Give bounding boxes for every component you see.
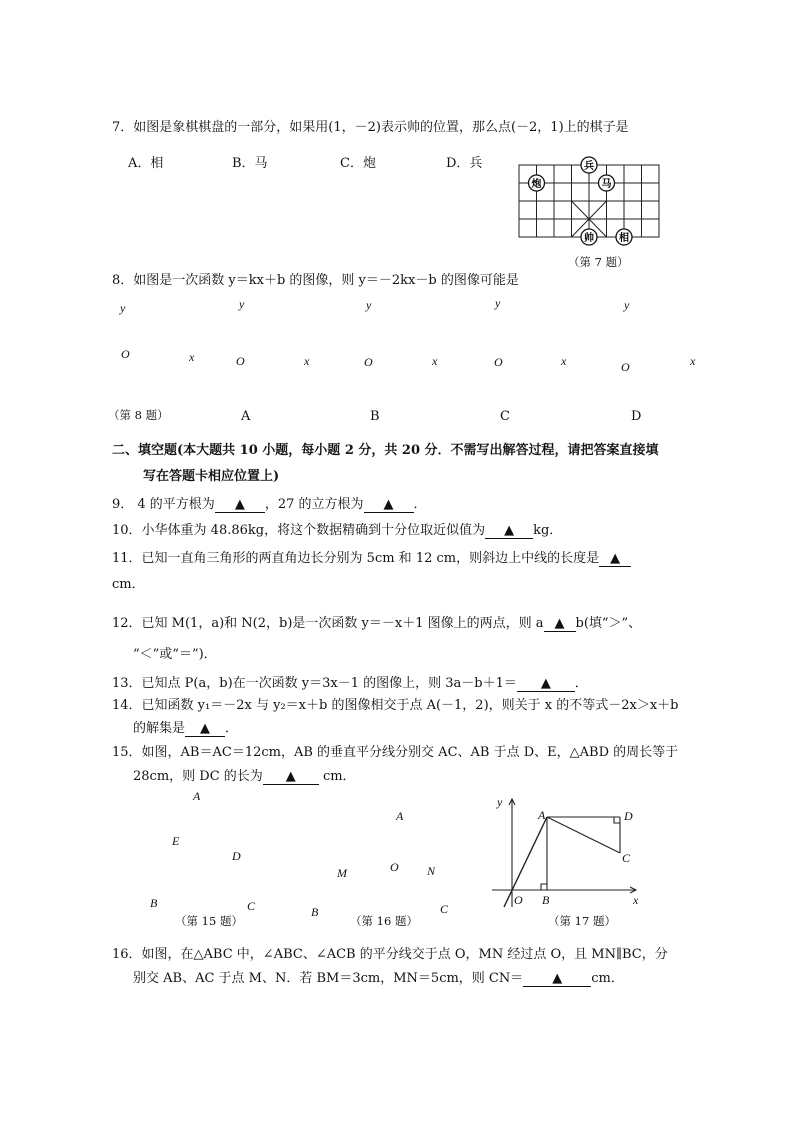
fig15-label-a: A (193, 789, 201, 803)
fig15-label-c: C (247, 899, 256, 913)
q14-blank[interactable]: ▲ (185, 722, 225, 737)
svg-text:马: 马 (601, 179, 612, 190)
q8-b-x-label: x (432, 354, 438, 368)
svg-text:相: 相 (619, 233, 629, 244)
piece-pao (529, 175, 545, 191)
q8-c-y-label: y (495, 296, 501, 310)
fig17-label-c: C (622, 851, 631, 865)
q11-blank[interactable]: ▲ (599, 552, 631, 567)
q13-blank[interactable]: ▲ (517, 677, 575, 692)
fig15-caption: （第 15 题） (175, 914, 243, 928)
q8-choice-d: D (631, 409, 642, 424)
q8-caption: （第 8 题） (108, 408, 169, 422)
fig17-caption: （第 17 题） (548, 914, 616, 928)
q7-option-d: D．兵 (446, 156, 483, 171)
q8-c-x-label: x (561, 354, 567, 368)
q8-a-y-label: y (239, 297, 245, 311)
q9-blank-1[interactable]: ▲ (215, 498, 265, 513)
q9-blank-2[interactable]: ▲ (364, 498, 414, 513)
q7-option-c: C．炮 (340, 156, 376, 171)
q7-option-b: B．马 (232, 156, 268, 171)
q13: 13．已知点 P(a，b)在一次函数 y＝3x－1 的图像上，则 3a－b＋1＝ ▲ ． (112, 676, 588, 691)
svg-text:炮: 炮 (531, 179, 542, 190)
fig15-label-e: E (172, 834, 180, 848)
q8-a-origin: O (236, 354, 245, 368)
piece-ma (599, 175, 615, 191)
svg-text:兵: 兵 (584, 161, 594, 172)
piece-xiang (616, 229, 632, 245)
q8-d-origin: O (621, 360, 630, 374)
q15-line2: 28cm，则 DC 的长为 ▲ cm． (133, 769, 356, 784)
q7-text: 7．如图是象棋棋盘的一部分，如果用(1，－2)表示帅的位置，那么点(－2，1)上的棋子是 (112, 120, 629, 135)
q8-main-x-label: x (189, 350, 195, 364)
q12-blank[interactable]: ▲ (544, 617, 576, 632)
q10-blank[interactable]: ▲ (485, 524, 533, 539)
fig16-label-b: B (311, 905, 319, 919)
q8-main-origin: O (121, 347, 130, 361)
piece-shuai (581, 229, 597, 245)
fig16-label-n: N (427, 864, 436, 878)
section-heading-line2: 写在答题卡相应位置上) (143, 469, 280, 484)
fig17-label-d: D (624, 809, 633, 823)
fig16-label-c: C (440, 902, 449, 916)
q8-d-y-label: y (624, 298, 630, 312)
q7-caption: （第 7 题） (568, 255, 629, 269)
fig16-caption: （第 16 题） (350, 914, 418, 928)
q8-a-x-label: x (304, 354, 310, 368)
fig15-label-b: B (150, 896, 158, 910)
q8-choice-c: C (500, 409, 510, 424)
q16-line2: 别交 AB、AC 于点 M、N．若 BM＝3cm，MN＝5cm，则 CN＝ ▲ cm． (133, 971, 624, 986)
fig17-label-o: O (514, 893, 523, 907)
fig17-label-y: y (497, 795, 503, 809)
fig17-label-x: x (633, 893, 639, 907)
fig15-label-d: D (232, 849, 241, 863)
q16-line1: 16．如图，在△ABC 中，∠ABC、∠ACB 的平分线交于点 O，MN 经过点 O，且 MN∥BC，分 (112, 947, 668, 962)
q7-option-a: A．相 (128, 156, 164, 171)
q9: 9． 4 的平方根为 ▲ ，27 的立方根为 ▲ ． (112, 497, 427, 512)
q11-line1: 11．已知一直角三角形的两直角边长分别为 5cm 和 12 cm，则斜边上中线的长度是 ▲ (112, 550, 631, 568)
fig17-diagram (490, 795, 640, 910)
chess-board-figure (517, 155, 683, 247)
fig17-label-b: B (542, 893, 550, 907)
q14-line2: 的解集是 ▲ ． (133, 721, 239, 736)
q11-line2: cm． (112, 577, 145, 592)
q8-choice-b: B (370, 409, 380, 424)
q8-b-origin: O (364, 355, 373, 369)
q16-blank[interactable]: ▲ (523, 972, 591, 987)
q8-text: 8．如图是一次函数 y＝kx＋b 的图像，则 y＝－2kx－b 的图像可能是 (112, 273, 519, 288)
fig17-label-a: A (538, 808, 546, 822)
q14-line1: 14．已知函数 y₁＝－2x 与 y₂＝x＋b 的图像相交于点 A(－1，2)，则关于 x 的不等式－2x＞x＋b (112, 698, 679, 713)
piece-bing (581, 157, 597, 173)
q8-main-y-label: y (120, 301, 126, 315)
section-heading-line1: 二、填空题(本大题共 10 小题，每小题 2 分，共 20 分．不需写出解答过程，请把答案直接填 (112, 443, 659, 458)
q12-line1: 12．已知 M(1，a)和 N(2，b)是一次函数 y＝－x＋1 图像上的两点，则 a ▲ b(填“＞”、 (112, 616, 642, 631)
fig16-label-o: O (390, 860, 399, 874)
fig16-label-a: A (396, 809, 404, 823)
q12-line2: “＜”或“＝”)． (133, 647, 217, 662)
q8-choice-a: A (241, 409, 251, 424)
q15-blank[interactable]: ▲ (263, 770, 319, 785)
q15-line1: 15．如图，AB＝AC＝12cm，AB 的垂直平分线分别交 AC、AB 于点 D、E，△ABD 的周长等于 (112, 745, 679, 760)
q8-c-origin: O (494, 355, 503, 369)
q8-b-y-label: y (366, 298, 372, 312)
q8-d-x-label: x (690, 354, 696, 368)
q10: 10．小华体重为 48.86kg，将这个数据精确到十分位取近似值为 ▲ kg． (112, 523, 563, 538)
svg-text:帅: 帅 (584, 233, 594, 244)
fig16-label-m: M (337, 866, 347, 880)
